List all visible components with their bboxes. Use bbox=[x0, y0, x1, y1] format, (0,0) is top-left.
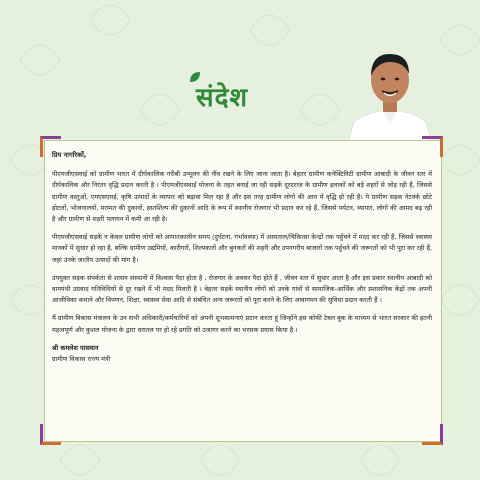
corner-ornament-bottom-right bbox=[422, 424, 443, 445]
signatory-name: श्री कमलेश पासवान bbox=[52, 343, 99, 352]
portrait-illustration bbox=[346, 38, 434, 144]
paragraph-4: मैं ग्रामीण विकास मंत्रालय के उन सभी अधिकारी/कर्मचारियों को अपनी शुभकामनाएं प्रदान करता हूं जिन्होंने इस कॉफी टेबल बुक के माध्यम से भारत सरकार की इतनी महत्वपूर्ण और कुशल योजना के द्वारा धरातल पर हो रहे प्रगति को उजागर करने का भरसक प्रयास किया है । bbox=[52, 314, 432, 334]
paragraph-3: उपयुक्त सड़क संपर्कता से शासन संस्थानों में विश्वास पैदा होता है , रोजगार के अवसर पैदा होते हैं , जीवन स्तर में सुधार आता है और इस प्रकार स्थानीय आबादी को वामपंथी उग्रवाद गतिविधियों से दूर रखने में भी मदद मिलती है । बेहतर सड़कें स्थानीय लोगों को उनके गांवों से सामाजिक-आर्थिक और प्रशासनिक केंद्रों तक अपनी आजीविका कमाने और विपणन, शिक्षा, स्वास्थ्य सेवा आदि से संबंधित अन्य जरूरतों को पूरा करने के लिए आवागमन की सुविधा प्रदान करती हैं । bbox=[52, 273, 432, 305]
message-body bbox=[52, 150, 432, 365]
page-heading: संदेश bbox=[196, 83, 249, 113]
salutation: प्रिय नागरिकों, bbox=[52, 151, 87, 159]
paragraph-2: पीएमजीएसवाई सड़कें न केवल ग्रामीण लोगों को आपातकालीन समय (दुर्घटना, गर्भावस्था) में अस्पताल/चिकित्सा केन्द्रों तक पहुँचने में मदद कर रही हैं, जिससे स्वास्थ्य मानकों में सुधार हो रहा है, बल्कि ग्रामीण उद्यमियों, कारीगरों, शिल्पकारों और बुनकरों की शहरी और उपनगरीय बाजारों तक पहुँचने की जरूरतों को भी पूरा कर रही हैं, जहां उनके जातीय उत्पादों की मांग है। bbox=[52, 233, 432, 264]
paragraph-1: पीएमजीएसवाई को ग्रामीण भारत में दीर्घकालिक गरीबी उन्मूलन की नींव रखने के लिए जाना जाता है। बेहतर ग्रामीण कनेक्टिविटी ग्रामीण आबादी के जीवन स्तर में दीर्घकालिक और निरंतर वृद्धि प्रदान करती है । पीएमजीएसवाई योजना के तहत बनाई जा रही सड़कें दूरदराज के ग्रामीण इलाकों को बड़े शहरों से जोड़ रही हैं, जिससे ग्रामीण वस्तुओं, एमएसएमई, कृषि उत्पादों के व्यापार को बढ़ावा मिल रहा है और इस तरह ग्रामीण लोगों की आय में वृद्धि हो रही है। ये ग्रामीण सड़क नेटवर्क छोटे होटलों, भोजनालयों, मरम्मत की दुकानों, हस्तशिल्प की दुकानों आदि के रूप में स्थानीय रोजगार भी प्रदान कर रहे हैं, जिससे पर्यटन, व्यापार, लोगों की आमद बढ़ रही है और ग्रामीण से शहरी पलायन में कमी आ रही है। bbox=[52, 170, 432, 224]
signatory-title: ग्रामीण विकास राज्य मंत्री bbox=[52, 355, 111, 364]
minister-portrait bbox=[346, 38, 434, 144]
corner-ornament-bottom-left bbox=[40, 424, 61, 445]
